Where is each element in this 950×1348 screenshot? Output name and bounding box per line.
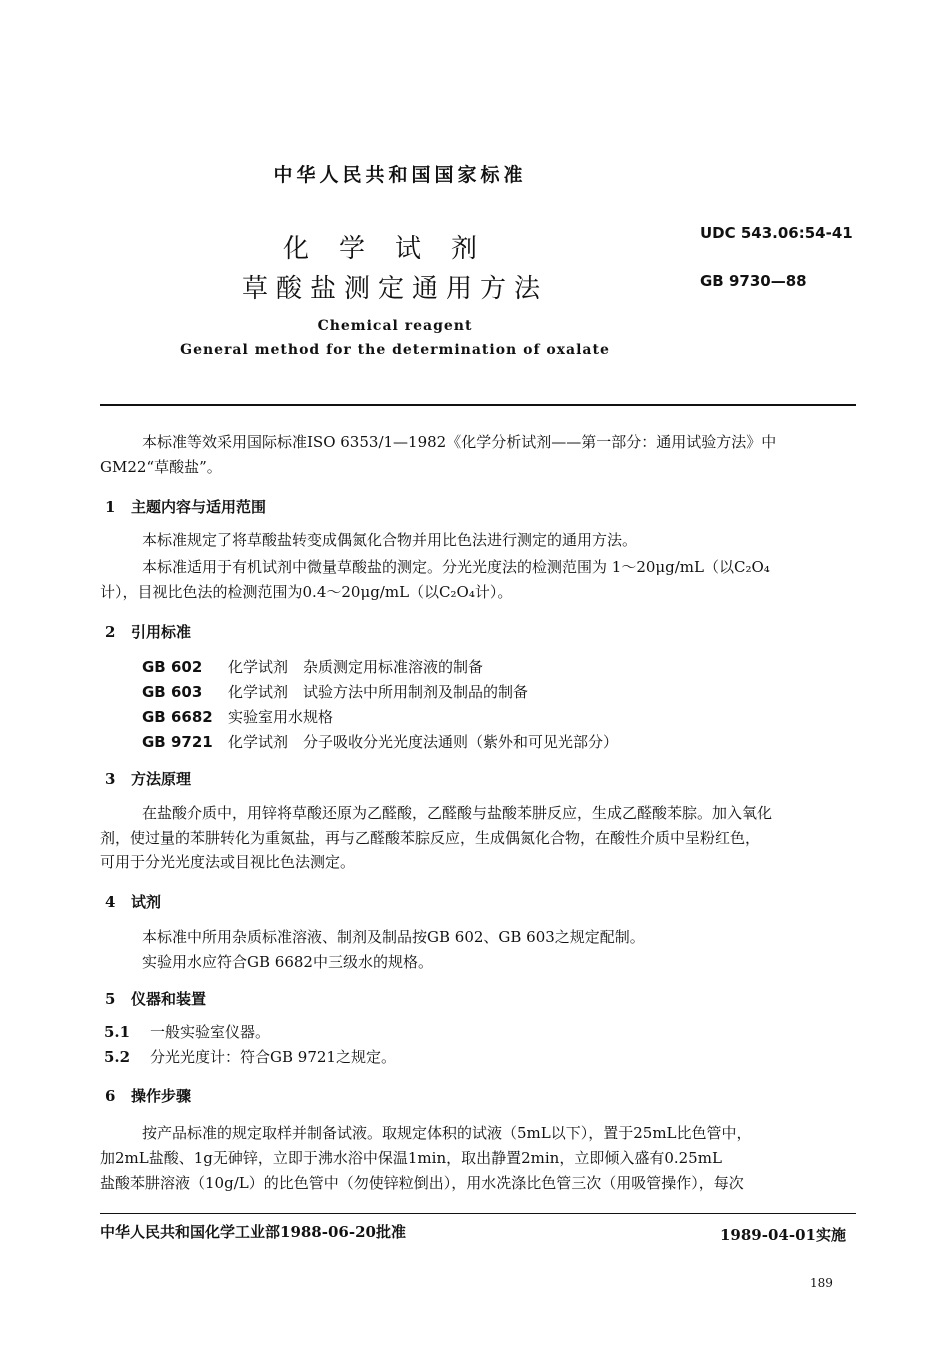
page-number: 189 — [810, 1276, 833, 1290]
section-number: 2 — [105, 623, 116, 641]
section-3-heading — [105, 768, 191, 789]
section-1-heading — [105, 496, 266, 517]
section-6-line3: 盐酸苯肼溶液（10g/L）的比色管中（勿使锌粒倒出），用水冼涤比色管三次（用吸管操作），每次 — [100, 1174, 744, 1192]
english-title-line2: General method for the determination of oxalate — [180, 342, 610, 358]
section-number: 1 — [105, 498, 116, 516]
approval-note: 中华人民共和国化学工业部1988-06-20批准 — [100, 1223, 406, 1241]
section-title: 引用标准 — [131, 623, 192, 641]
reference-code: GB 6682 — [142, 708, 213, 726]
section-4-heading — [105, 891, 161, 912]
section-title: 主题内容与适用范围 — [131, 498, 267, 516]
section-1-paragraph-2-line1: 本标准适用于有机试剂中微量草酸盐的测定。分光光度法的检测范围为 1～20μg/mL（以C₂O₄ — [142, 558, 770, 576]
reference-title: 实验室用水规格 — [228, 708, 334, 726]
section-number: 5 — [105, 990, 116, 1008]
section-number: 3 — [105, 770, 116, 788]
item-text: 一般实验室仪器。 — [150, 1023, 271, 1041]
reference-code: GB 602 — [142, 658, 203, 676]
section-3-line3: 可用于分光光度法或目视比色法测定。 — [100, 853, 356, 871]
item-text: 分光光度计：符合GB 9721之规定。 — [150, 1048, 396, 1066]
section-5-heading — [105, 988, 206, 1009]
intro-line1: 本标准等效采用国际标准ISO 6353/1—1982《化学分析试剂——第一部分：通用试验方法》中 — [142, 433, 777, 451]
reference-title: 化学试剂 杂质测定用标准溶液的制备 — [228, 658, 484, 676]
header-divider — [100, 404, 856, 406]
english-title-line1: Chemical reagent — [317, 318, 473, 334]
section-1-paragraph-2-line2: 计），目视比色法的检测范围为0.4～20μg/mL（以C₂O₄计）。 — [100, 583, 513, 601]
reference-item — [142, 681, 528, 702]
reference-code: GB 603 — [142, 683, 203, 701]
reference-item — [142, 731, 618, 752]
section-title: 仪器和装置 — [131, 990, 207, 1008]
section-6-heading — [105, 1085, 191, 1106]
reference-title: 化学试剂 分子吸收分光光度法通则（紫外和可见光部分） — [228, 733, 619, 751]
document-title-line2: 草酸盐测定通用方法 — [241, 274, 548, 304]
reference-item — [142, 656, 483, 677]
section-6-line2: 加2mL盐酸、1g无砷锌，立即于沸水浴中保温1min，取出静置2min，立即倾入盛有0.25mL — [100, 1149, 722, 1167]
section-2-heading — [105, 621, 191, 642]
section-number: 4 — [105, 893, 116, 911]
section-4-paragraph-2: 实验用水应符合GB 6682中三级水的规格。 — [142, 953, 433, 971]
effective-date: 1989-04-01实施 — [720, 1226, 846, 1244]
section-number: 6 — [105, 1087, 116, 1105]
item-number: 5.2 — [104, 1048, 131, 1066]
section-6-line1: 按产品标准的规定取样并制备试液。取规定体积的试液（5mL以下），置于25mL比色管中， — [142, 1124, 752, 1142]
reference-title: 化学试剂 试验方法中所用制剂及制品的制备 — [228, 683, 529, 701]
section-5-item-1 — [104, 1022, 270, 1043]
section-title: 操作步骤 — [131, 1087, 192, 1105]
reference-item — [142, 706, 333, 727]
section-title: 方法原理 — [131, 770, 192, 788]
udc-code: UDC 543.06:54-41 — [700, 224, 853, 242]
section-1-paragraph-1: 本标准规定了将草酸盐转变成偶氮化合物并用比色法进行测定的通用方法。 — [142, 531, 638, 549]
item-number: 5.1 — [104, 1023, 131, 1041]
section-title: 试剂 — [131, 893, 162, 911]
section-4-paragraph-1: 本标准中所用杂质标准溶液、制剂及制品按GB 602、GB 603之规定配制。 — [142, 928, 645, 946]
document-title-line1: 化学试剂 — [282, 234, 507, 264]
section-3-line1: 在盐酸介质中，用锌将草酸还原为乙醛酸，乙醛酸与盐酸苯肼反应，生成乙醛酸苯腙。加入氧化 — [142, 804, 773, 822]
gb-number: GB 9730—88 — [700, 272, 807, 290]
reference-code: GB 9721 — [142, 733, 213, 751]
section-5-item-2 — [104, 1047, 396, 1068]
intro-line2: GM22“草酸盐”。 — [100, 458, 222, 476]
footer-divider — [100, 1213, 856, 1214]
section-3-line2: 剂，使过量的苯肼转化为重氮盐，再与乙醛酸苯腙反应，生成偶氮化合物，在酸性介质中呈粉红色， — [100, 829, 761, 847]
standard-category-title: 中华人民共和国国家标准 — [273, 164, 527, 186]
